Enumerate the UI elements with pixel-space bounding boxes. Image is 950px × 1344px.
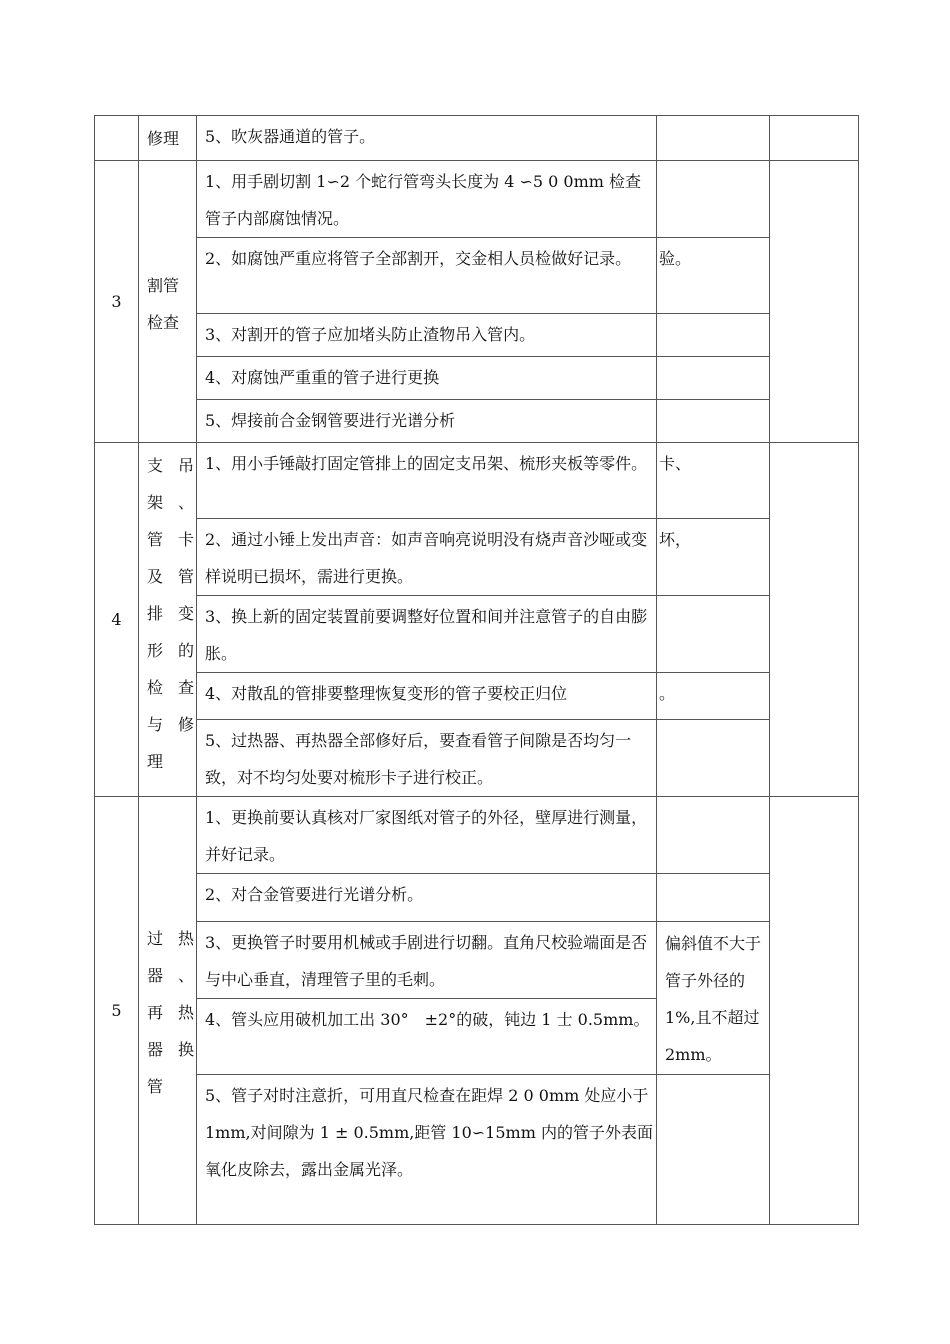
table-row: [95, 443, 859, 519]
quality-standard: [657, 720, 770, 797]
table-row: [95, 720, 859, 797]
remarks-cell: [770, 116, 859, 161]
quality-standard: 偏斜值不大于管子外径的 1%,且不超过 2mm。: [657, 922, 770, 1075]
table-row: [95, 238, 859, 314]
step-content: 2、通过小锤上发出声音：如声音响亮说明没有烧声音沙哑或变样说明已损坏，需进行更换。: [197, 519, 657, 596]
item-name: 支吊架、管卡及管排变形的检查与修理: [139, 443, 197, 797]
quality-standard: 验。: [657, 238, 770, 314]
quality-standard: 卡、: [657, 443, 770, 519]
quality-standard: 。: [657, 673, 770, 720]
quality-standard: [657, 357, 770, 400]
remarks-cell: [770, 161, 859, 443]
step-content: 2、对合金管要进行光谱分析。: [197, 874, 657, 922]
quality-standard: [657, 797, 770, 874]
step-content: 4、对腐蚀严重重的管子进行更换: [197, 357, 657, 400]
table-row: [95, 357, 859, 400]
maintenance-procedure-table: [94, 115, 859, 1225]
table-row: [95, 797, 859, 874]
step-content: 5、吹灰器通道的管子。: [197, 116, 657, 161]
step-content: 4、对散乱的管排要整理恢复变形的管子要校正归位: [197, 673, 657, 720]
table-row: [95, 1075, 859, 1225]
table-row: [95, 673, 859, 720]
step-content: 3、更换管子时要用机械或手剧进行切翻。直角尺校验端面是否与中心垂直，清理管子里的毛刺。: [197, 922, 657, 999]
quality-standard: 坏，: [657, 519, 770, 596]
quality-standard: [657, 314, 770, 357]
step-content: 5、焊接前合金钢管要进行光谱分析: [197, 400, 657, 443]
table-row: [95, 116, 859, 161]
quality-standard: [657, 874, 770, 922]
table-row: [95, 922, 859, 999]
item-number: [95, 116, 139, 161]
step-content: 5、过热器、再热器全部修好后，要查看管子间隙是否均匀一致，对不均匀处要对梳形卡子进行校正。: [197, 720, 657, 797]
quality-standard: [657, 161, 770, 238]
table-row: [95, 519, 859, 596]
step-content: 1、用手剧切割 1∽2 个蛇行管弯头长度为 4 ∽5 0 0mm 检查管子内部腐蚀情况。: [197, 161, 657, 238]
item-name: 割管检查: [139, 161, 197, 443]
step-content: 5、管子对时注意折，可用直尺检查在距焊 2 0 0mm 处应小于 1mm,对间隙为 1 ± 0.5mm,距管 10∽15mm 内的管子外表面氧化皮除去，露出金属光泽。: [197, 1075, 657, 1225]
step-content: 4、管头应用破机加工出 30° ±2°的破，钝边 1 士 0.5mm。: [197, 999, 657, 1075]
step-content: 1、更换前要认真核对厂家图纸对管子的外径，壁厚进行测量，并好记录。: [197, 797, 657, 874]
quality-standard: [657, 596, 770, 673]
remarks-cell: [770, 443, 859, 797]
item-name: 修理: [139, 116, 197, 161]
step-content: 2、如腐蚀严重应将管子全部割开，交金相人员检做好记录。: [197, 238, 657, 314]
quality-standard: [657, 400, 770, 443]
table-row: [95, 400, 859, 443]
item-number: 5: [95, 797, 139, 1225]
table-row: [95, 161, 859, 238]
step-content: 1、用小手锤敲打固定管排上的固定支吊架、梳形夹板等零件。: [197, 443, 657, 519]
table-row: [95, 596, 859, 673]
step-content: 3、换上新的固定装置前要调整好位置和间并注意管子的自由膨胀。: [197, 596, 657, 673]
remarks-cell: [770, 797, 859, 1225]
table-row: [95, 314, 859, 357]
quality-standard: [657, 1075, 770, 1225]
quality-standard: [657, 116, 770, 161]
item-number: 3: [95, 161, 139, 443]
step-content: 3、对割开的管子应加堵头防止渣物吊入管内。: [197, 314, 657, 357]
item-name: 过热器、再热器换管: [139, 797, 197, 1225]
item-number: 4: [95, 443, 139, 797]
table-row: [95, 874, 859, 922]
